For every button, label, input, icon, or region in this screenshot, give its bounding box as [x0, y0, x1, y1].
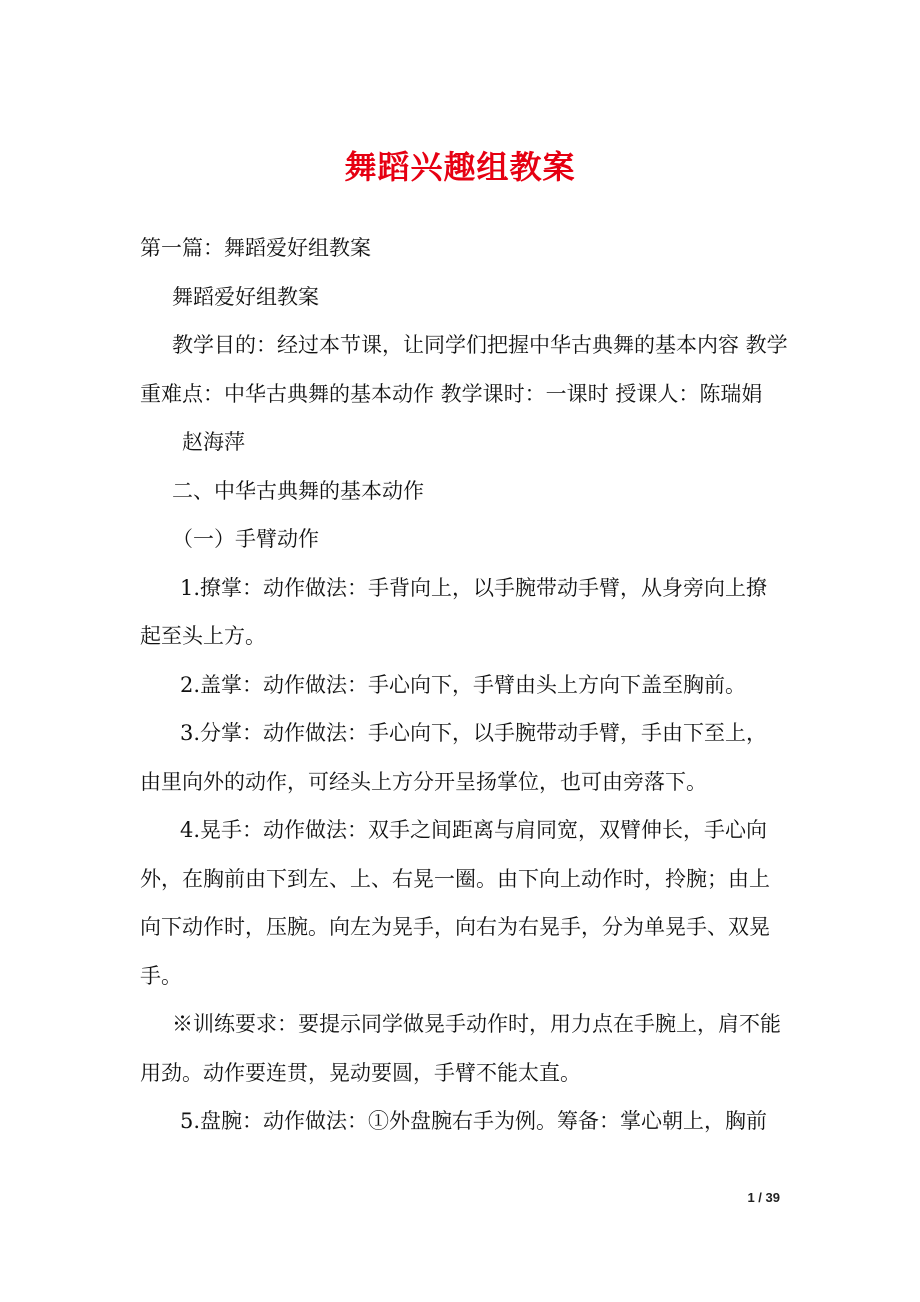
training-requirement: ※训练要求：要提示同学做晃手动作时，用力点在手腕上，肩不能用劲。动作要连贯，晃动要圆，手臂不能太直。: [140, 1012, 781, 1085]
subtitle: 舞蹈爱好组教案: [172, 284, 319, 309]
arm-movements-heading: （一）手臂动作: [172, 527, 319, 551]
teaching-objective: 教学目的：经过本节课，让同学们把握中华古典舞的基本内容 教学重难点：中华古典舞的基本动作 教学课时：一课时 授课人：陈瑞娟: [140, 333, 788, 406]
movement-2: 2.盖掌：动作做法：手心向下，手臂由头上方向下盖至胸前。: [180, 672, 747, 697]
page-number: 1 / 39: [747, 1190, 780, 1205]
movement-1: 1.撩掌：动作做法：手背向上，以手腕带动手臂，从身旁向上撩起至头上方。: [140, 575, 768, 648]
section-two-heading: 二、中华古典舞的基本动作: [172, 478, 424, 503]
document-body: [140, 224, 788, 1146]
movement-5: 5.盘腕：动作做法：①外盘腕右手为例。筹备：掌心朝上，胸前: [180, 1109, 768, 1133]
page-title: 舞蹈兴趣组教案: [344, 148, 576, 186]
co-teacher: 赵海萍: [182, 430, 245, 454]
movement-4: 4.晃手：动作做法：双手之间距离与肩同宽，双臂伸长，手心向外，在胸前由下到左、上、右晃一圈。由下向上动作时，拎腕；由上向下动作时，压腕。向左为晃手，向右为右晃手，分为单晃手、双晃手。: [140, 818, 770, 988]
section-heading: 第一篇：舞蹈爱好组教案: [140, 236, 371, 260]
movement-3: 3.分掌：动作做法：手心向下，以手腕带动手臂，手由下至上，由里向外的动作，可经头上方分开呈扬掌位，也可由旁落下。: [140, 721, 768, 794]
